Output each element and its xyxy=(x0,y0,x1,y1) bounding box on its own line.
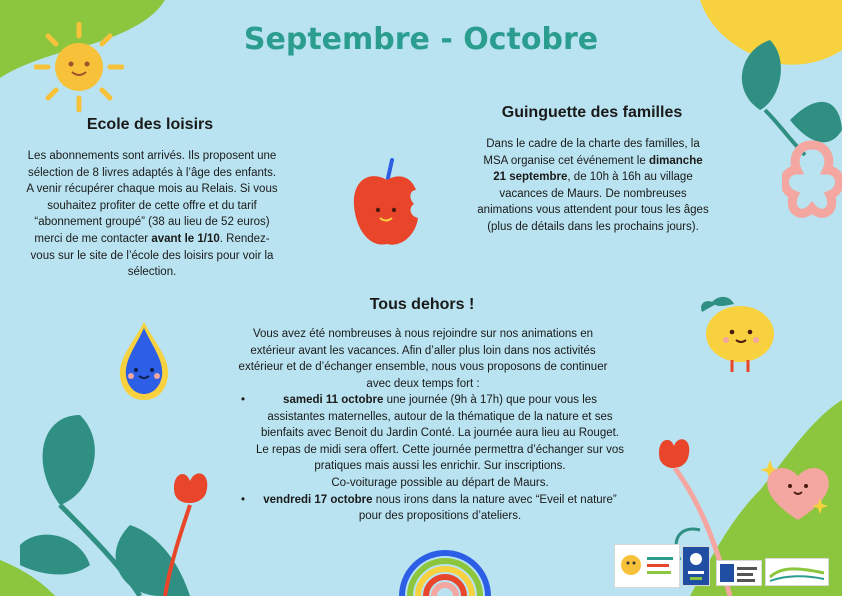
guinguette-text xyxy=(476,136,710,236)
event2-date: vendredi 17 octobre xyxy=(263,493,373,506)
ecole-text-part1: Les abonnements sont arrivés. Ils proposent une sélection de 8 livres adaptés à l’âge des enfants. A venir récupérer chaque mois au Relais. Si vous souhaitez profiter de cette offre et du tarif “abonnement groupé” (38 au lieu de 52 euros) merci de me contacter xyxy=(26,150,278,245)
event1-date: samedi 11 octobre xyxy=(283,394,384,406)
caf-logo xyxy=(682,546,710,586)
ecole-text xyxy=(24,148,280,281)
community-logo xyxy=(765,558,829,586)
event1-extra: Co-voiturage possible au départ de Maurs. xyxy=(331,476,549,489)
guinguette-text-part1: Dans le cadre de la charte des familles, la MSA organise cet événement le xyxy=(483,138,700,167)
ecole-heading: Ecole des loisirs xyxy=(86,116,214,133)
bullet: • xyxy=(241,493,246,506)
heart-character-icon xyxy=(756,452,842,524)
lemon-character-icon xyxy=(694,292,780,378)
guinguette-text-part2: , de 10h à 16h au village vacances de Maurs. De nombreuses animations vous attendent pour tous les âges (plus de détails dans les prochains jours). xyxy=(477,171,709,233)
relais-logo xyxy=(614,544,680,588)
guinguette-text-bold: dimanche 21 septembre xyxy=(493,154,703,184)
event2-text: nous irons dans la nature avec “Eveil et nature” pour des propositions d’ateliers. xyxy=(358,493,617,523)
event1-text: une journée (9h à 17h) que pour vous les assistantes maternelles, autour de la thématique de la nature et ses bienfaits avec Benoit du Jardin Conté. La journée aura lieu au Rouget. Le repas de midi sera offert. Cette journée permettra d’échanger sur vos pratiques mais aussi les enrichir. Sur inscriptions. xyxy=(256,394,624,473)
ecole-text-bold: avant le 1/10 xyxy=(151,232,220,245)
guinguette-heading: Guinguette des familles xyxy=(501,104,683,121)
rainbow-icon xyxy=(398,548,492,596)
page-title: Septembre - Octobre xyxy=(243,22,599,57)
ecole-text-part2: . Rendez-vous sur le site de l’école des loisirs pour voir la sélection. xyxy=(30,232,274,279)
water-drop-icon xyxy=(114,318,174,404)
bullet: • xyxy=(241,394,246,406)
dehors-event-list xyxy=(241,392,626,525)
flower-icon xyxy=(782,140,842,220)
list-item xyxy=(241,492,626,525)
list-item xyxy=(241,392,626,492)
dehors-heading: Tous dehors ! xyxy=(369,296,475,313)
apple-icon xyxy=(350,158,425,250)
dehors-intro: Vous avez été nombreuses à nous rejoindre sur nos animations en extérieur avant les vacances. Afin d’aller plus loin dans nos activités extérieur et de d’échanger ensemble, nous vous proposons de continuer avec deux temps fort : xyxy=(238,328,608,390)
leaves-icon xyxy=(20,405,240,596)
msa-logo xyxy=(716,560,762,586)
